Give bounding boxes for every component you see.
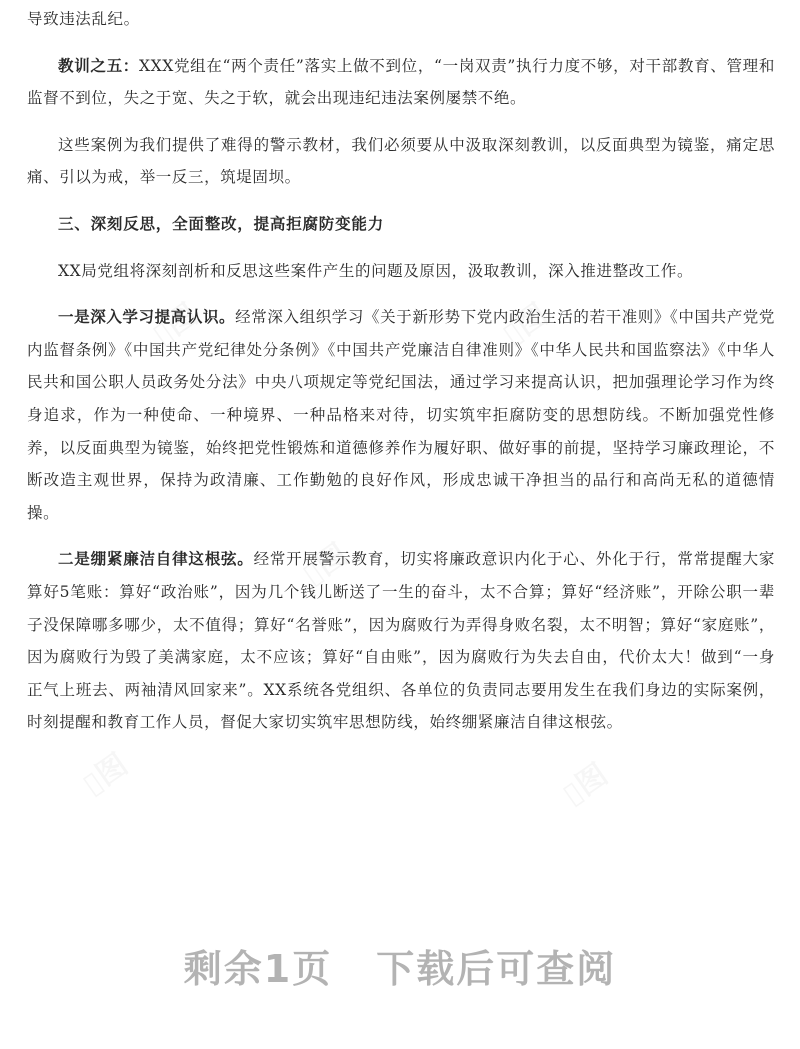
lesson-five-lead: 教训之五： — [58, 56, 139, 75]
continuation-line: 导致违法乱纪。 — [27, 10, 140, 28]
section-heading: 三、深刻反思，全面整改，提高拒腐防变能力 — [58, 214, 385, 233]
download-banner[interactable] — [0, 938, 800, 993]
point-one-paragraph — [27, 301, 775, 529]
point-two-text: 经常开展警示教育，切实将廉政意识内化于心、外化于行，常常提醒大家算好5笔账：算好“政治账”，因为几个钱儿断送了一生的奋斗，太不合算；算好“经济账”，开除公职一辈子没保障哪多哪少，太不值得；算好“名誉账”，因为腐败行为弄得身败名裂，太不明智；算好“家庭账”，因为腐败行为毁了美满家庭，太不应该；算好“自由账”，因为腐败行为失去自由，代价太大！做到“一身正气上班去、两袖清风回家来”。XX系统各党组织、各单位的负责同志要用发生在我们身边的实际案例，时刻提醒和教育工作人员，督促大家切实筑牢思想防线，始终绷紧廉洁自律这根弦。 — [27, 550, 776, 732]
document-body — [27, 3, 775, 753]
watermark — [552, 751, 615, 814]
remaining-pages-label: 剩余1页 — [183, 947, 333, 991]
lesson-five-paragraph — [27, 50, 775, 115]
lesson-five-text: XXX党组在“两个责任”落实上做不到位，“一岗双责”执行力度不够，对干部教育、管理和监督不到位，失之于宽、失之于软，就会出现违纪违法案例屡禁不绝。 — [27, 56, 775, 108]
point-two-paragraph — [27, 543, 775, 739]
intro-paragraph: XX局党组将深刻剖析和反思这些案件产生的问题及原因，汲取教训，深入推进整改工作。 — [58, 261, 694, 280]
download-hint-label: 下载后可查阅 — [376, 947, 617, 991]
summary-paragraph: 这些案例为我们提供了难得的警示教材，我们必须要从中汲取深刻教训，以反面典型为镜鉴，痛定思痛、引以为戒，举一反三，筑堤固坝。 — [27, 135, 775, 187]
point-one-lead: 一是深入学习提高认识。 — [58, 308, 236, 327]
point-two-lead: 二是绷紧廉洁自律这根弦。 — [58, 550, 254, 569]
point-one-text: 经常深入组织学习《关于新形势下党内政治生活的若干准则》《中国共产党党内监督条例》《中国共产党纪律处分条例》《中国共产党廉洁自律准则》《中华人民共和国监察法》《中华人民共和国公职人员政务处分法》中央八项规定等党纪国法，通过学习来提高认识，把加强理论学习作为终身追求，作为一种使命、一种境界、一种品格来对待，切实筑牢拒腐防变的思想防线。不断加强党性修养，以反面典型为镜鉴，始终把党性锻炼和道德修养作为履好职、做好事的前提，坚持学习廉政理论，不断改造主观世界，保持为政清廉、工作勤勉的良好作风，形成忠诚干净担当的品行和高尚无私的道德情操。 — [27, 308, 775, 522]
